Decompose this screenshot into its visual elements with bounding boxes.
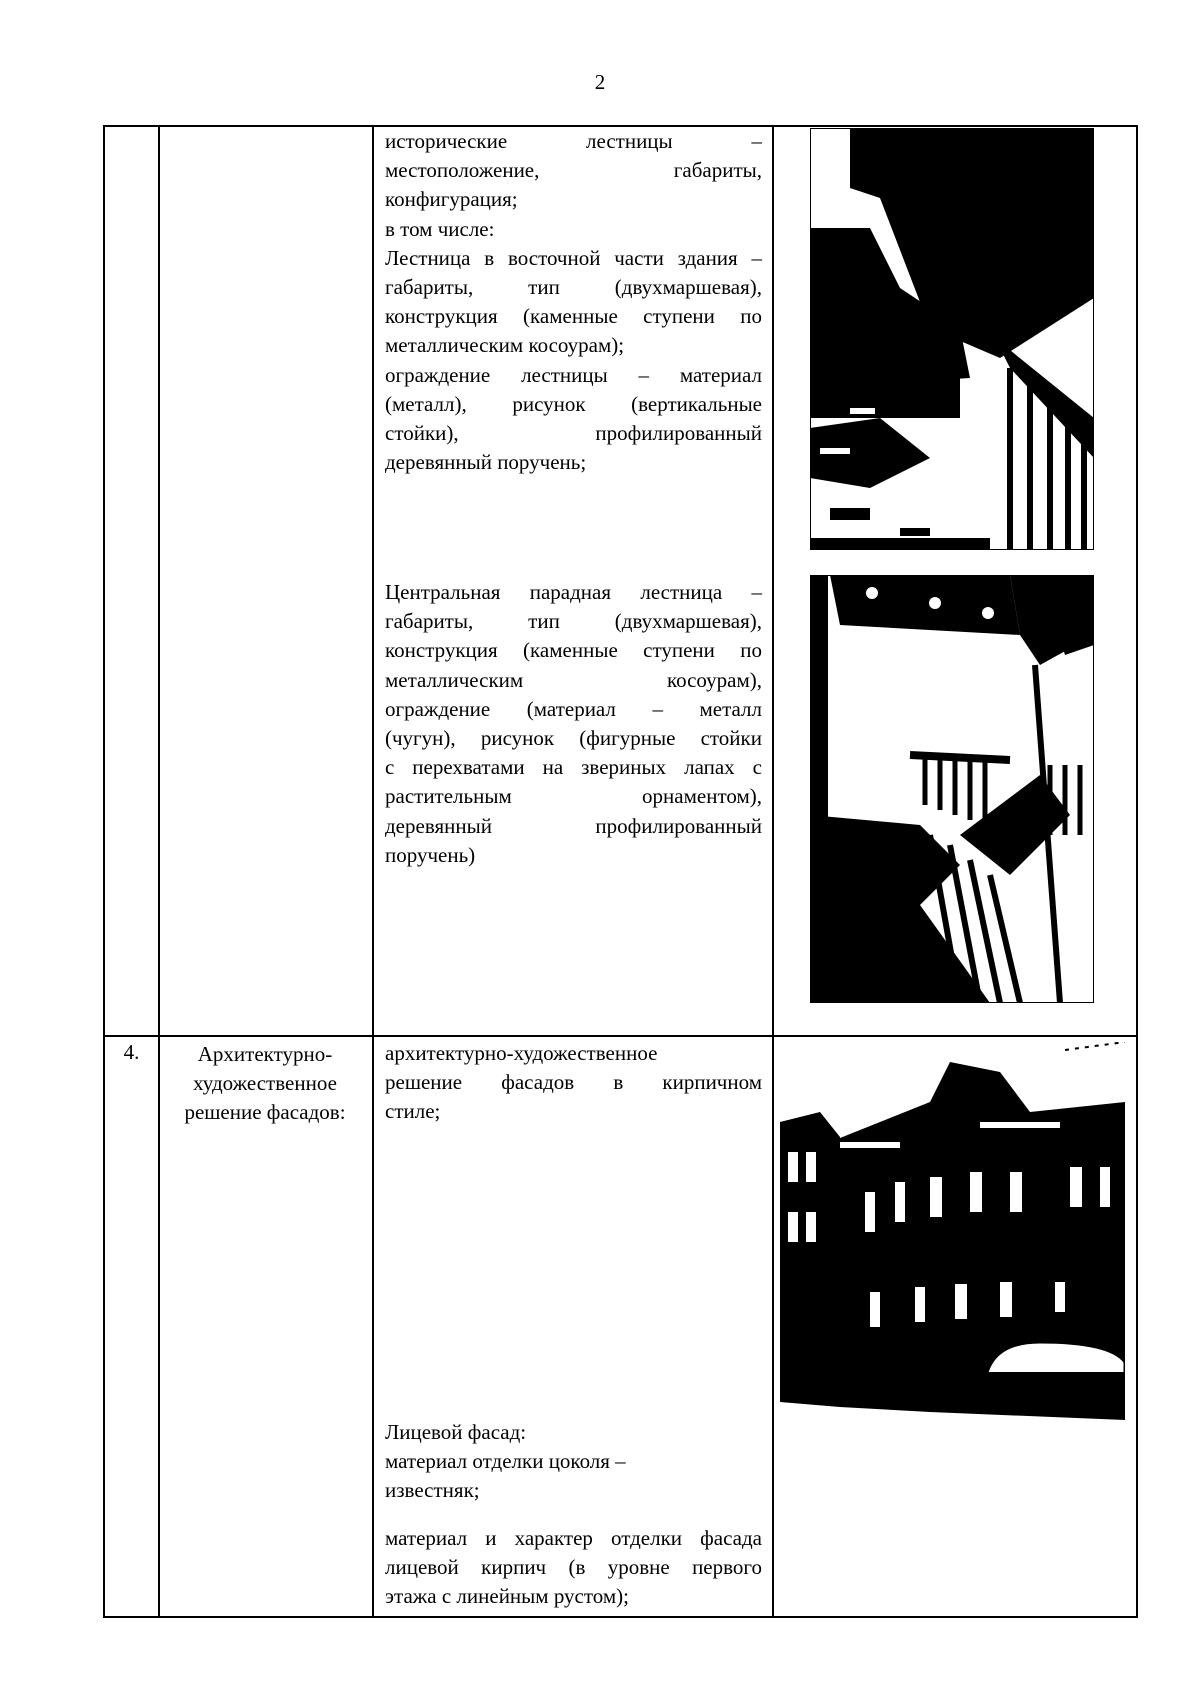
row-number: 4. — [123, 1040, 140, 1064]
text-line: (чугун), рисунок (фигурные стойки — [385, 726, 762, 751]
text-line: архитектурно-художественное — [385, 1041, 658, 1065]
text-line: ограждение (материал – металл — [385, 696, 762, 721]
element-name — [160, 1040, 370, 1128]
text-line: деревянный профилированный — [385, 813, 762, 838]
facade-solution-text — [385, 1039, 762, 1127]
text-line: материал и характер отделки фасада — [385, 1526, 762, 1550]
text-line: ограждение лестницы – материал — [385, 362, 762, 387]
main-facade-text — [385, 1418, 762, 1506]
table-border-left — [103, 125, 105, 1618]
text-line: Центральная парадная лестница – — [385, 580, 762, 604]
table-border-right — [1136, 125, 1138, 1618]
text-line: растительным орнаментом), — [385, 784, 762, 809]
text-line: габариты, тип (двухмаршевая), — [385, 609, 762, 634]
text-line: известняк; — [385, 1478, 480, 1503]
staircases-intro — [385, 127, 762, 477]
text-line: решение фасадов в кирпичном — [385, 1070, 762, 1095]
text-line: конфигурация; — [385, 187, 518, 212]
text-line: художественное — [193, 1071, 337, 1096]
text-line: Лестница в восточной части здания – — [385, 245, 762, 270]
text-line: этажа с линейным рустом); — [385, 1584, 629, 1609]
text-line: исторические лестницы – — [385, 129, 762, 153]
central-staircase-photo — [810, 575, 1094, 1003]
text-line: поручень) — [385, 842, 476, 867]
text-line: решение фасадов: — [184, 1100, 346, 1125]
text-line: конструкция (каменные ступени по — [385, 638, 762, 663]
facade-finish-text — [385, 1524, 762, 1612]
text-line: конструкция (каменные ступени по — [385, 304, 762, 329]
text-line: габариты, тип (двухмаршевая), — [385, 275, 762, 300]
text-line: Лицевой фасад: — [385, 1420, 527, 1444]
table-divider-1 — [158, 125, 160, 1618]
text-line: местоположение, габариты, — [385, 158, 762, 183]
central-staircase-text — [385, 578, 762, 870]
text-line: деревянный поручень; — [385, 450, 587, 475]
building-facade-photo — [780, 1042, 1125, 1420]
text-line: в том числе: — [385, 216, 495, 241]
text-line: материал отделки цоколя – — [385, 1449, 626, 1474]
text-line: Архитектурно- — [197, 1042, 333, 1066]
text-line: стойки), профилированный — [385, 421, 762, 446]
text-line: металлическим косоурам); — [385, 333, 625, 358]
page-number: 2 — [594, 70, 606, 94]
text-line: лицевой кирпич (в уровне первого — [385, 1555, 762, 1580]
text-line: металлическим косоурам), — [385, 667, 762, 692]
text-line: (металл), рисунок (вертикальные — [385, 391, 762, 416]
table-row-divider — [103, 1035, 1138, 1037]
table-border-bottom — [103, 1616, 1138, 1618]
text-line: с перехватами на звериных лапах с — [385, 755, 762, 780]
table-divider-2 — [372, 125, 374, 1618]
east-staircase-photo — [810, 128, 1094, 550]
table-divider-3 — [772, 125, 774, 1618]
text-line: стиле; — [385, 1099, 441, 1124]
